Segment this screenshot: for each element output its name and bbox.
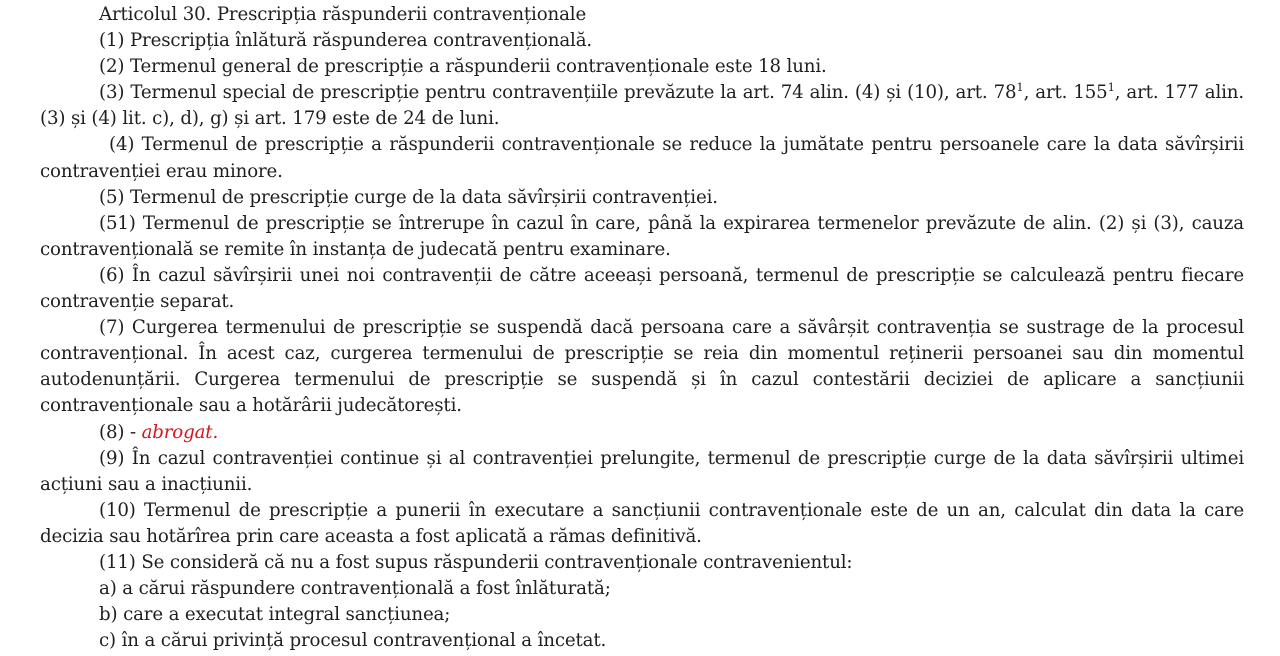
list-item-b: b) care a executat integral sancțiunea;: [99, 604, 451, 626]
superscript-1: 1: [1016, 80, 1024, 95]
paragraph-8: [40, 420, 1244, 446]
paragraph-9: (9) În cazul contravenției continue și al contravenției prelungite, termenul de prescripție curge de la data săvîrșirii ultimei acțiuni sau a inacțiunii.: [40, 447, 1244, 495]
paragraph-3-part-b: , art. 155: [1023, 82, 1108, 104]
list-item-a: a) a cărui răspundere contravențională a fost înlăturată;: [99, 578, 611, 600]
paragraph-3: [40, 80, 1244, 132]
paragraph-8-prefix: (8) -: [99, 421, 142, 443]
paragraph-10: (10) Termenul de prescripție a punerii în executare a sancțiunii contravenționale este de un an, calculat din data la care decizia sau hotărîrea prin care aceasta a fost aplicată a rămas definitivă.: [40, 499, 1244, 547]
paragraph-7: (7) Curgerea termenului de prescripție se suspendă dacă persoana care a săvârșit contravenția se sustrage de la procesul contravențional. În acest caz, curgerea termenului de prescripție se reia din momentul reținerii persoanei sau din momentul autodenunțării. Curgerea termenului de prescripție se suspendă și în cazul contestării deciziei de aplicare a sancțiunii contravenționale sau a hotărârii judecătorești.: [40, 317, 1244, 417]
superscript-2: 1: [1107, 80, 1115, 95]
list-item-c: c) în a cărui privință procesul contravențional a încetat.: [99, 630, 607, 652]
paragraph-1: (1) Prescripția înlătură răspunderea contravențională.: [99, 30, 593, 52]
paragraph-3-part-c: , art. 177 alin. (3) și (4) lit. c), d), g) și art. 179 este de 24 de luni.: [40, 82, 1245, 130]
paragraph-2: (2) Termenul general de prescripție a răspunderii contravenționale este 18 luni.: [99, 56, 827, 78]
paragraph-3-part-a: (3) Termenul special de prescripție pentru contravențiile prevăzute la art. 74 alin. (4) și (10), art. 78: [99, 82, 1017, 104]
paragraph-6: (6) În cazul săvîrșirii unei noi contravenții de către aceeași persoană, termenul de prescripție se calculează pentru fiecare contravenție separat.: [40, 264, 1244, 313]
article-text: [40, 2, 1244, 654]
article-title: Articolul 30. Prescripția răspunderii contravenționale: [99, 4, 587, 25]
paragraph-51: (51) Termenul de prescripție se întrerupe în cazul în care, până la expirarea termenelor prevăzute de alin. (2) și (3), cauza contravențională se remite în instanța de judecată pentru examinare.: [40, 212, 1244, 260]
paragraph-4: (4) Termenul de prescripție a răspunderii contravenționale se reduce la jumătate pentru persoanele care la data săvîrșirii contravenției erau minore.: [40, 134, 1244, 182]
paragraph-5: (5) Termenul de prescripție curge de la data săvîrșirii contravenției.: [99, 186, 718, 208]
paragraph-11: (11) Se consideră că nu a fost supus răspunderii contravenționale contravenientul:: [99, 551, 853, 573]
abrogat-note: abrogat.: [141, 421, 219, 443]
